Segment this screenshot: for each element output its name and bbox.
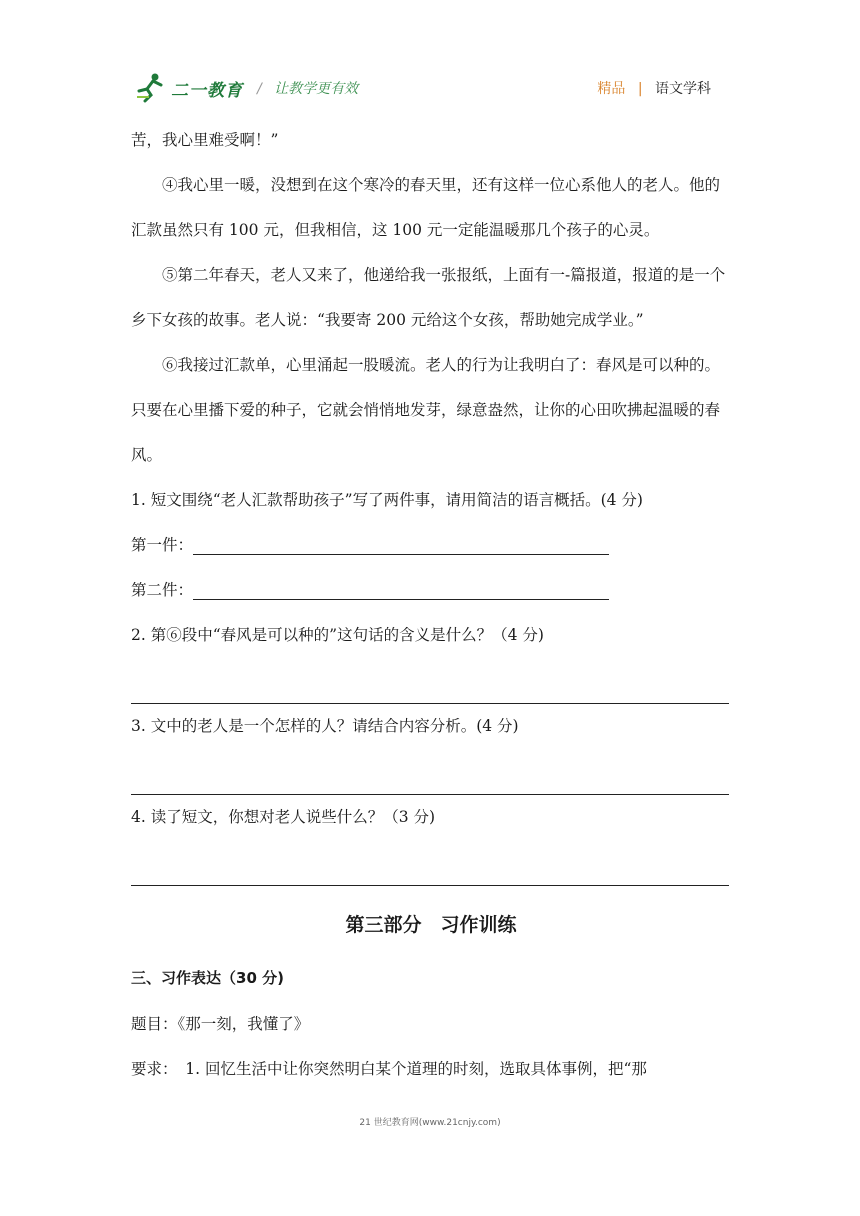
answer-blank-second[interactable] [193, 599, 609, 600]
passage-paragraph-4: ④我心里一暖，没想到在这个寒冷的春天里，还有这样一位心系他人的老人。他的汇款虽然只有 100 元，但我相信，这 100 元一定能温暖那几个孩子的心灵。 [131, 176, 721, 239]
essay-topic: 题目：《那一刻，我懂了》 [131, 1015, 310, 1033]
runner-logo-icon [135, 73, 167, 103]
question-2: 2. 第⑥段中“春风是可以种的”这句话的含义是什么？（4 分) [131, 626, 544, 644]
question-1: 1. 短文围绕“老人汇款帮助孩子”写了两件事，请用简洁的语言概括。(4 分) [131, 491, 643, 509]
section-heading: 三、习作表达（30 分) [131, 969, 284, 987]
quality-label: 精品 [597, 81, 626, 97]
part3-title: 第三部分 习作训练 [345, 914, 517, 936]
passage-paragraph-6: ⑥我接过汇款单，心里涌起一股暖流。老人的行为让我明白了：春风是可以种的。只要在心里播下爱的种子，它就会悄悄地发芽，绿意盎然，让你的心田吹拂起温暖的春风。 [131, 356, 721, 464]
logo [135, 72, 243, 104]
header-divider: | [637, 81, 643, 97]
answer-line-3[interactable] [131, 749, 729, 795]
answer-line-2[interactable] [131, 658, 729, 704]
answer-row-second [131, 568, 731, 613]
document-body [131, 118, 731, 1092]
slogan-text: 让教学更有效 [274, 81, 359, 97]
answer-line-4[interactable] [131, 840, 729, 886]
page-footer: 21 世纪教育网(www.21cnjy.com) [359, 1118, 501, 1128]
answer-blank-first[interactable] [193, 554, 609, 555]
slash-divider: / [257, 81, 262, 97]
answer-row-first [131, 523, 731, 568]
question-4: 4. 读了短文，你想对老人说些什么？（3 分) [131, 808, 436, 826]
header-subject [597, 78, 711, 98]
answer-label-second: 第二件： [131, 581, 194, 599]
passage-paragraph-5: ⑤第二年春天，老人又来了，他递给我一张报纸，上面有一-篇报道，报道的是一个乡下女孩的故事。老人说：“我要寄 200 元给这个女孩，帮助她完成学业。” [131, 266, 726, 329]
logo-text: 二一教育 [171, 80, 243, 101]
question-3: 3. 文中的老人是一个怎样的人？请结合内容分析。(4 分) [131, 717, 519, 735]
slogan [257, 78, 358, 98]
essay-requirement: 要求： 1. 回忆生活中让你突然明白某个道理的时刻，选取具体事例，把“那 [131, 1060, 647, 1078]
subject-label: 语文学科 [655, 81, 711, 97]
passage-line: 苦，我心里难受啊！” [131, 131, 279, 149]
answer-label-first: 第一件： [131, 536, 194, 554]
page-header [135, 72, 725, 106]
